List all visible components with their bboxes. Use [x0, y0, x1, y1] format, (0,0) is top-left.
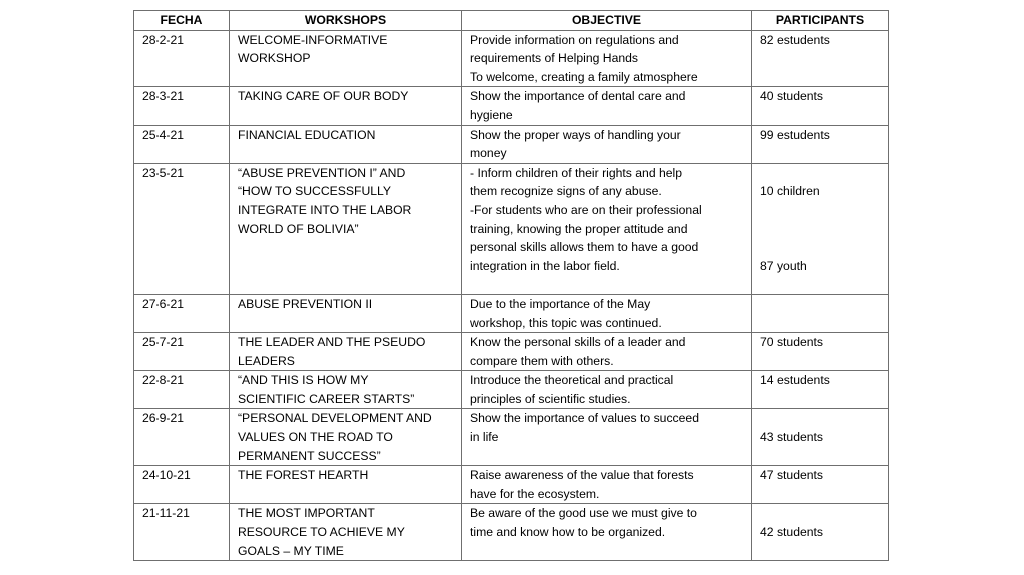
participants-cell — [752, 163, 889, 294]
objective-line: integration in the labor field. — [470, 258, 620, 273]
participants-value: 43 students — [760, 430, 824, 445]
participants-cell — [752, 504, 889, 561]
date-cell: 25-7-21 — [134, 333, 230, 371]
objective-line: Due to the importance of the May — [470, 296, 651, 311]
objective-cell — [462, 504, 752, 561]
objective-line: Raise awareness of the value that forests — [470, 468, 694, 483]
participants-value: 42 students — [760, 525, 824, 540]
objective-line: personal skills allows them to have a good — [470, 240, 699, 255]
objective-line: compare them with others. — [470, 353, 614, 368]
objective-line: Introduce the theoretical and practical — [470, 373, 674, 388]
participants-youth: 87 youth — [760, 258, 807, 273]
objective-line: Show the importance of dental care and — [470, 89, 686, 104]
objective-line: have for the ecosystem. — [470, 486, 600, 501]
table-row — [134, 125, 889, 163]
participants-cell: 99 estudents — [752, 125, 889, 163]
workshop-cell — [230, 409, 462, 466]
objective-line: time and know how to be organized. — [470, 525, 666, 540]
objective-line: - Inform children of their rights and help — [470, 165, 683, 180]
workshop-line: “HOW TO SUCCESSFULLY — [238, 184, 392, 199]
participants-spacer — [760, 220, 882, 239]
workshop-line: FINANCIAL EDUCATION — [238, 127, 376, 142]
date-cell: 21-11-21 — [134, 504, 230, 561]
objective-spacer — [470, 275, 745, 294]
objective-cell — [462, 30, 752, 87]
objective-line: them recognize signs of any abuse. — [470, 184, 662, 199]
objective-line: workshop, this topic was continued. — [470, 315, 662, 330]
objective-line: Provide information on regulations and — [470, 32, 679, 47]
date-cell: 27-6-21 — [134, 294, 230, 332]
workshop-line: GOALS – MY TIME — [238, 543, 344, 558]
objective-line: money — [470, 146, 507, 161]
workshop-line: WELCOME-INFORMATIVE — [238, 32, 388, 47]
workshop-line: RESOURCE TO ACHIEVE MY — [238, 525, 405, 540]
table-row — [134, 333, 889, 371]
workshops-table-container — [133, 10, 888, 561]
date-cell: 24-10-21 — [134, 466, 230, 504]
workshops-table — [133, 10, 889, 561]
workshop-cell — [230, 333, 462, 371]
participants-children: 10 children — [760, 184, 820, 199]
header-workshops: WORKSHOPS — [230, 11, 462, 31]
date-cell: 23-5-21 — [134, 163, 230, 294]
workshop-line: ABUSE PREVENTION II — [238, 296, 373, 311]
workshop-cell — [230, 294, 462, 332]
workshop-line: SCIENTIFIC CAREER STARTS” — [238, 391, 415, 406]
objective-cell — [462, 371, 752, 409]
objective-cell — [462, 333, 752, 371]
participants-cell: 40 students — [752, 87, 889, 125]
objective-cell — [462, 466, 752, 504]
participants-cell: 47 students — [752, 466, 889, 504]
objective-line: Be aware of the good use we must give to — [470, 506, 697, 521]
workshop-cell — [230, 466, 462, 504]
table-header-row — [134, 11, 889, 31]
workshop-line: INTEGRATE INTO THE LABOR — [238, 202, 412, 217]
date-cell: 28-2-21 — [134, 30, 230, 87]
table-row — [134, 409, 889, 466]
objective-cell — [462, 163, 752, 294]
objective-line: To welcome, creating a family atmosphere — [470, 69, 698, 84]
workshop-cell — [230, 125, 462, 163]
header-fecha: FECHA — [134, 11, 230, 31]
objective-line: -For students who are on their professional — [470, 202, 702, 217]
objective-cell — [462, 87, 752, 125]
header-objective: OBJECTIVE — [462, 11, 752, 31]
table-row — [134, 87, 889, 125]
objective-line: in life — [470, 430, 499, 445]
workshop-line: THE FOREST HEARTH — [238, 468, 369, 483]
workshop-line: TAKING CARE OF OUR BODY — [238, 89, 409, 104]
table-row — [134, 30, 889, 87]
workshop-cell — [230, 30, 462, 87]
table-row — [134, 294, 889, 332]
workshop-line: WORLD OF BOLIVIA” — [238, 221, 359, 236]
workshop-cell — [230, 163, 462, 294]
table-row — [134, 504, 889, 561]
objective-cell — [462, 294, 752, 332]
objective-cell — [462, 125, 752, 163]
table-row — [134, 466, 889, 504]
participants-spacer — [760, 238, 882, 257]
date-cell: 25-4-21 — [134, 125, 230, 163]
workshop-line: THE MOST IMPORTANT — [238, 506, 375, 521]
workshop-cell — [230, 371, 462, 409]
objective-line: Show the importance of values to succeed — [470, 411, 699, 426]
workshop-line: “AND THIS IS HOW MY — [238, 373, 369, 388]
objective-line: Know the personal skills of a leader and — [470, 335, 686, 350]
date-cell: 28-3-21 — [134, 87, 230, 125]
objective-line: requirements of Helping Hands — [470, 51, 639, 66]
participants-spacer — [760, 409, 882, 428]
workshop-cell — [230, 87, 462, 125]
participants-cell — [752, 294, 889, 332]
workshop-cell — [230, 504, 462, 561]
header-participants: PARTICIPANTS — [752, 11, 889, 31]
workshop-line: “PERSONAL DEVELOPMENT AND — [238, 411, 432, 426]
participants-spacer — [760, 164, 882, 183]
objective-line: Show the proper ways of handling your — [470, 127, 681, 142]
objective-cell — [462, 409, 752, 466]
table-row — [134, 371, 889, 409]
participants-cell: 14 estudents — [752, 371, 889, 409]
participants-spacer — [760, 201, 882, 220]
objective-line: principles of scientific studies. — [470, 391, 631, 406]
objective-line: hygiene — [470, 107, 513, 122]
workshop-line: “ABUSE PREVENTION I” AND — [238, 165, 406, 180]
participants-cell: 70 students — [752, 333, 889, 371]
participants-cell: 82 estudents — [752, 30, 889, 87]
workshop-line: VALUES ON THE ROAD TO — [238, 430, 393, 445]
participants-spacer — [760, 504, 882, 523]
table-row — [134, 163, 889, 294]
workshop-line: THE LEADER AND THE PSEUDO — [238, 335, 426, 350]
date-cell: 26-9-21 — [134, 409, 230, 466]
participants-cell — [752, 409, 889, 466]
workshop-line: LEADERS — [238, 353, 295, 368]
workshop-line: WORKSHOP — [238, 51, 311, 66]
date-cell: 22-8-21 — [134, 371, 230, 409]
workshop-line: PERMANENT SUCCESS” — [238, 448, 381, 463]
objective-line: training, knowing the proper attitude and — [470, 221, 688, 236]
